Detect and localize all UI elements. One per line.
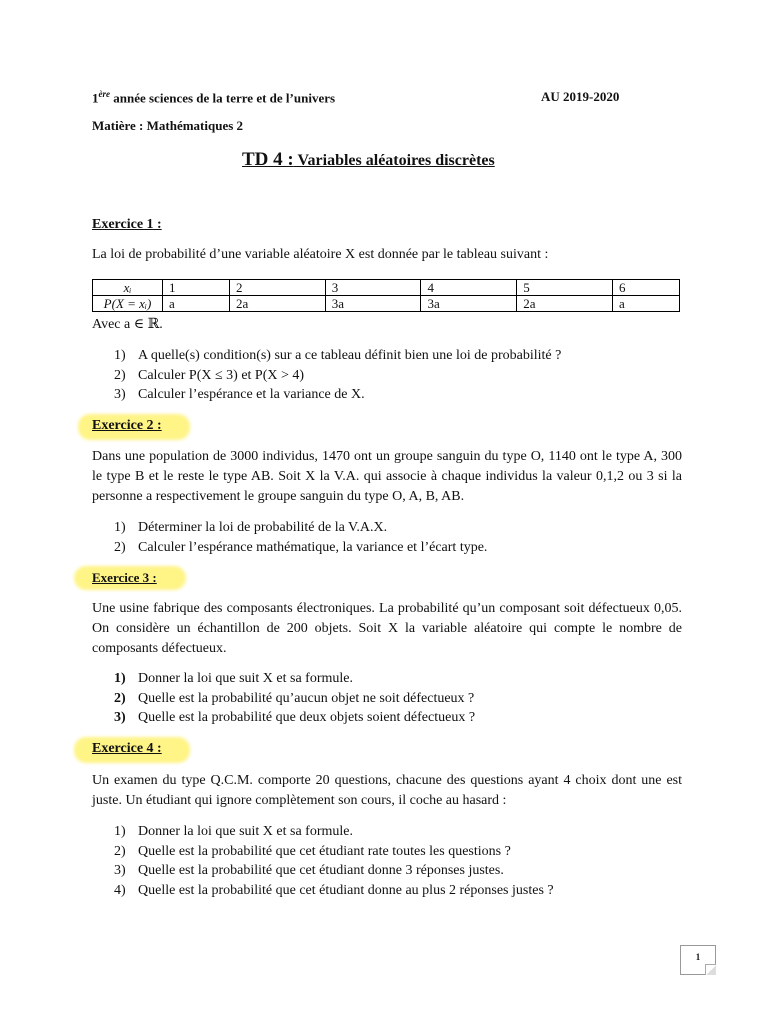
page-number-box [680, 945, 716, 975]
exercise-2-questions [114, 518, 487, 557]
exercise-2-heading: Exercice 2 : [92, 418, 162, 433]
program-name: année sciences de la terre et de l’univers [110, 90, 336, 106]
table-cell: 3 [325, 280, 421, 296]
question-number: 2) [114, 843, 126, 859]
table-cell: a [163, 296, 230, 312]
list-item [114, 669, 475, 689]
table-cell: 5 [517, 280, 613, 296]
question-number: 1) [114, 520, 126, 535]
list-item [114, 708, 475, 728]
table-cell: 3a [325, 296, 421, 312]
probability-table [92, 279, 680, 312]
question-number: 2) [114, 367, 126, 383]
question-text: A quelle(s) condition(s) sur a ce tableau définit bien une loi de probabilité ? [138, 348, 562, 363]
exercise-3-text: Une usine fabrique des composants électroniques. La probabilité qu’un composant soit défectueux 0,05. On considère un échantillon de 200 objets. Soit X la variable aléatoire qui compte le nombre de composants défectueux. [92, 601, 682, 656]
list-item [114, 346, 561, 366]
question-text: Donner la loi que suit X et sa formule. [138, 824, 354, 839]
table-cell: 4 [421, 280, 517, 296]
table-cell: a [612, 296, 679, 312]
question-number: 4) [114, 882, 126, 898]
question-text: Quelle est la probabilité que cet étudiant rate toutes les questions ? [138, 843, 511, 859]
question-number: 2) [114, 539, 126, 555]
table-row [93, 296, 680, 312]
exercise-1-heading: Exercice 1 : [92, 217, 162, 232]
table-cell: 1 [163, 280, 230, 296]
exercise-1-intro: La loi de probabilité d’une variable aléatoire X est donnée par le tableau suivant : [92, 247, 549, 262]
list-item [114, 861, 554, 881]
exercise-3-heading: Exercice 3 : [92, 570, 157, 585]
list-item [114, 881, 554, 901]
title-subject: Variables aléatoires discrètes [293, 152, 495, 169]
table-cell: 2 [230, 280, 326, 296]
exercise-1-questions [114, 346, 561, 405]
exercise-2-text: Dans une population de 3000 individus, 1470 ont un groupe sanguin du type O, 1140 ont le type A, 300 le type B et le reste le type AB. Soit X la V.A. qui associe à chaque individus la valeur 0,1,2 ou 3 si la personne a respectivement le groupe sanguin du type O, A, B, AB. [92, 449, 682, 504]
page-curl-icon [705, 964, 716, 975]
subject-line: Matière : Mathématiques 2 [92, 118, 244, 133]
question-number: 1) [114, 348, 126, 363]
list-item [114, 538, 487, 558]
question-text: Calculer l’espérance mathématique, la variance et l’écart type. [138, 539, 488, 555]
question-number: 1) [114, 671, 126, 686]
list-item [114, 518, 487, 538]
exercise-4-questions [114, 822, 554, 900]
page-title [242, 149, 495, 171]
table-cell: 2a [517, 296, 613, 312]
table-row [93, 280, 680, 296]
list-item [114, 689, 475, 709]
exercise-1-note: Avec a ∈ ℝ. [92, 317, 163, 332]
question-text: Quelle est la probabilité que deux objets soient défectueux ? [138, 710, 476, 725]
question-text: Calculer l’espérance et la variance de X. [138, 387, 365, 402]
exercise-4-text: Un examen du type Q.C.M. comporte 20 questions, chacune des questions ayant 4 choix dont une est juste. Un étudiant qui ignore complètement son cours, il coche au hasard : [92, 773, 682, 808]
question-text: Donner la loi que suit X et sa formule. [138, 671, 354, 686]
course-line [92, 89, 335, 106]
table-cell: 3a [421, 296, 517, 312]
academic-year: AU 2019-2020 [541, 89, 620, 104]
list-item [114, 385, 561, 405]
page-number: 1 [695, 952, 701, 962]
list-item [114, 822, 554, 842]
question-text: Calculer P(X ≤ 3) et P(X > 4) [138, 367, 305, 383]
table-cell: 6 [612, 280, 679, 296]
question-text: Quelle est la probabilité qu’aucun objet ne soit défectueux ? [138, 690, 475, 706]
year-superscript: ère [98, 89, 110, 99]
question-number: 1) [114, 824, 126, 839]
exercise-4-heading: Exercice 4 : [92, 741, 162, 756]
year-prefix: 1 [92, 90, 99, 106]
table-cell: 2a [230, 296, 326, 312]
list-item [114, 366, 561, 386]
question-number: 3) [114, 387, 126, 402]
question-number: 3) [114, 710, 126, 725]
table-header-xi: xᵢ [93, 280, 163, 296]
list-item [114, 842, 554, 862]
question-number: 3) [114, 863, 126, 878]
question-text: Déterminer la loi de probabilité de la V.A.X. [138, 520, 388, 535]
exercise-3-questions [114, 669, 475, 728]
question-number: 2) [114, 690, 126, 706]
title-td: TD 4 : [242, 149, 294, 170]
question-text: Quelle est la probabilité que cet étudiant donne 3 réponses justes. [138, 863, 504, 878]
question-text: Quelle est la probabilité que cet étudiant donne au plus 2 réponses justes ? [138, 882, 554, 898]
table-header-probability: P(X = xᵢ) [93, 296, 163, 312]
